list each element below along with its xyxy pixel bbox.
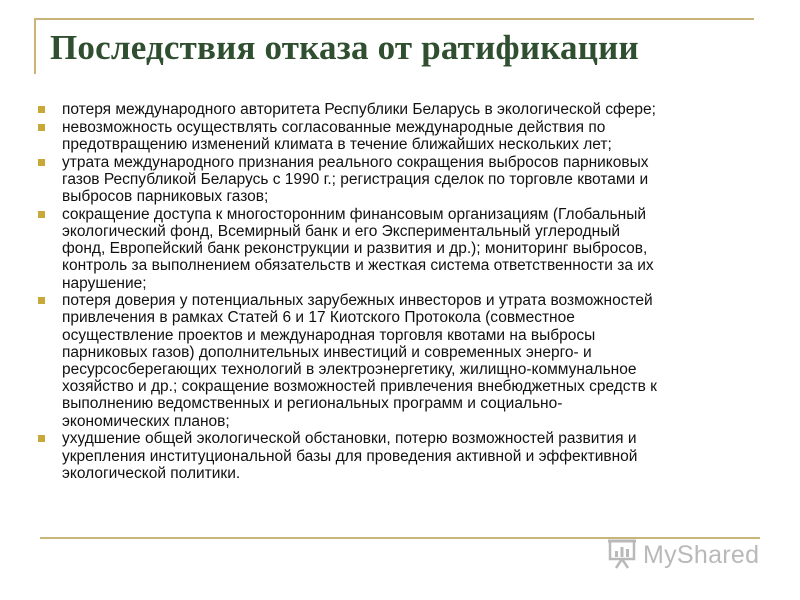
bullet-text-line: осуществление проектов и международная торговля квотами на выбросы (62, 326, 596, 344)
bullet-item (38, 101, 798, 118)
bullet-text-line: экономических планов; (62, 412, 230, 430)
bullet-text-line: привлечения в рамках Статей 6 и 17 Киотского Протокола (совместное (62, 309, 575, 327)
bullet-text-line: хозяйство и др.; сокращение возможностей привлечения внебюджетных средств к (62, 378, 657, 396)
bullet-text-line: выполнению ведомственных и региональных программ и социально- (62, 395, 563, 413)
bullet-text-line: ухудшение общей экологической обстановки, потерю возможностей развития и (62, 430, 637, 448)
square-bullet-icon (38, 435, 45, 442)
bullet-text-line: экологической политики. (62, 464, 241, 482)
bullet-item (38, 206, 798, 292)
bullet-text-line: потеря международного авторитета Республики Беларусь в экологической сфере; (62, 101, 656, 118)
square-bullet-icon (38, 159, 45, 166)
bullet-text-line: утрата международного признания реального сокращения выбросов парниковых (62, 153, 649, 171)
top-rule (34, 18, 754, 20)
bullet-text-line: газов Республикой Беларусь с 1990 г.; регистрация сделок по торговле квотами и (62, 170, 649, 188)
square-bullet-icon (38, 211, 45, 218)
chart-presentation-icon (607, 537, 637, 574)
bullet-text-line: укрепления институциональной базы для проведения активной и эффективной (62, 447, 638, 465)
slide-title: Последствия отказа от ратификации (50, 28, 639, 67)
square-bullet-icon (38, 124, 45, 131)
bullet-text-line: экологический фонд, Всемирный банк и его Экспериментальный углеродный (62, 222, 620, 240)
bullet-text-line: нарушение; (62, 274, 147, 292)
bullet-list (38, 101, 798, 482)
bullet-text-line: невозможность осуществлять согласованные международные действия по (62, 118, 606, 136)
bullet-text-line: выбросов парниковых газов; (62, 188, 269, 206)
bullet-item (38, 292, 798, 430)
bullet-text-line: контроль за выполнением обязательств и жесткая система ответственности за их (62, 257, 654, 275)
bullet-text-line: фонд, Европейский банк реконструкции и развития и др.); мониторинг выбросов, (62, 240, 648, 258)
bullet-text-line: ресурсосберегающих технологий в электроэнергетику, жилищно-коммунальное (62, 361, 637, 379)
square-bullet-icon (38, 297, 45, 304)
square-bullet-icon (38, 106, 45, 113)
bullet-item (38, 119, 798, 153)
watermark-logo (607, 537, 759, 573)
bullet-item (38, 430, 798, 482)
bullet-text-line: сокращение доступа к многосторонним финансовым организациям (Глобальный (62, 205, 646, 223)
bullet-text-line: потеря доверия у потенциальных зарубежных инвесторов и утрата возможностей (62, 292, 653, 310)
bullet-text-line: предотвращению изменений климата в течение ближайших нескольких лет; (62, 135, 612, 153)
bullet-text-line: парниковых газов) дополнительных инвестиций и современных энерго- и (62, 343, 592, 361)
left-rule (34, 18, 36, 74)
bullet-item (38, 154, 798, 206)
watermark-text: MyShared (643, 540, 760, 569)
